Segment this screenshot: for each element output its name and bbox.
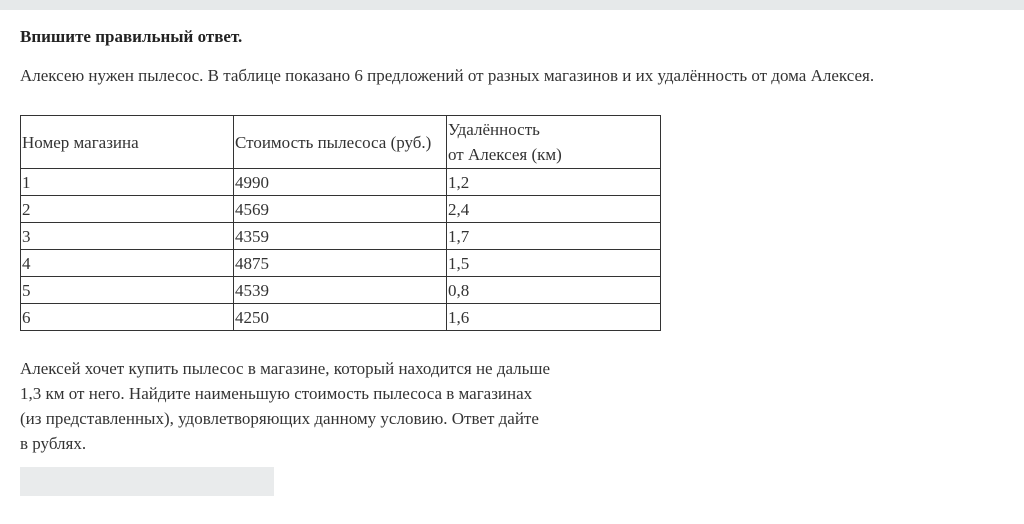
question-line: 1,3 км от него. Найдите наименьшую стоимость пылесоса в магазинах — [20, 384, 533, 403]
cell-store: 3 — [21, 223, 234, 250]
cell-price: 4359 — [234, 223, 447, 250]
cell-distance: 1,6 — [447, 304, 661, 331]
table-row — [21, 250, 661, 277]
table-row — [21, 169, 661, 196]
task-intro: Алексею нужен пылесос. В таблице показано 6 предложений от разных магазинов и их удалённость от дома Алексея. — [20, 66, 875, 85]
question-line: Алексей хочет купить пылесос в магазине, который находится не дальше — [20, 359, 551, 378]
cell-price: 4569 — [234, 196, 447, 223]
cell-distance: 1,7 — [447, 223, 661, 250]
cell-distance: 1,5 — [447, 250, 661, 277]
top-bar — [0, 0, 1024, 10]
cell-distance: 2,4 — [447, 196, 661, 223]
table-row — [21, 196, 661, 223]
table-row — [21, 223, 661, 250]
question-text — [20, 356, 600, 456]
question-line: (из представленных), удовлетворяющих данному условию. Ответ дайте — [20, 409, 539, 428]
table-header-row — [21, 116, 661, 169]
header-distance — [447, 116, 661, 169]
cell-store: 6 — [21, 304, 234, 331]
answer-input[interactable] — [20, 467, 274, 496]
cell-price: 4539 — [234, 277, 447, 304]
cell-price: 4875 — [234, 250, 447, 277]
cell-distance: 1,2 — [447, 169, 661, 196]
cell-store: 1 — [21, 169, 234, 196]
instruction-heading: Впишите правильный ответ. — [20, 27, 243, 46]
cell-price: 4250 — [234, 304, 447, 331]
header-price: Стоимость пылесоса (руб.) — [234, 116, 447, 169]
table-row — [21, 304, 661, 331]
cell-distance: 0,8 — [447, 277, 661, 304]
cell-price: 4990 — [234, 169, 447, 196]
header-distance-line1: Удалённость — [448, 120, 540, 139]
offers-table — [20, 115, 661, 331]
cell-store: 5 — [21, 277, 234, 304]
cell-store: 2 — [21, 196, 234, 223]
table-row — [21, 277, 661, 304]
question-line: в рублях. — [20, 434, 87, 453]
header-distance-line2: от Алексея (км) — [448, 145, 562, 164]
header-store-number: Номер магазина — [21, 116, 234, 169]
cell-store: 4 — [21, 250, 234, 277]
